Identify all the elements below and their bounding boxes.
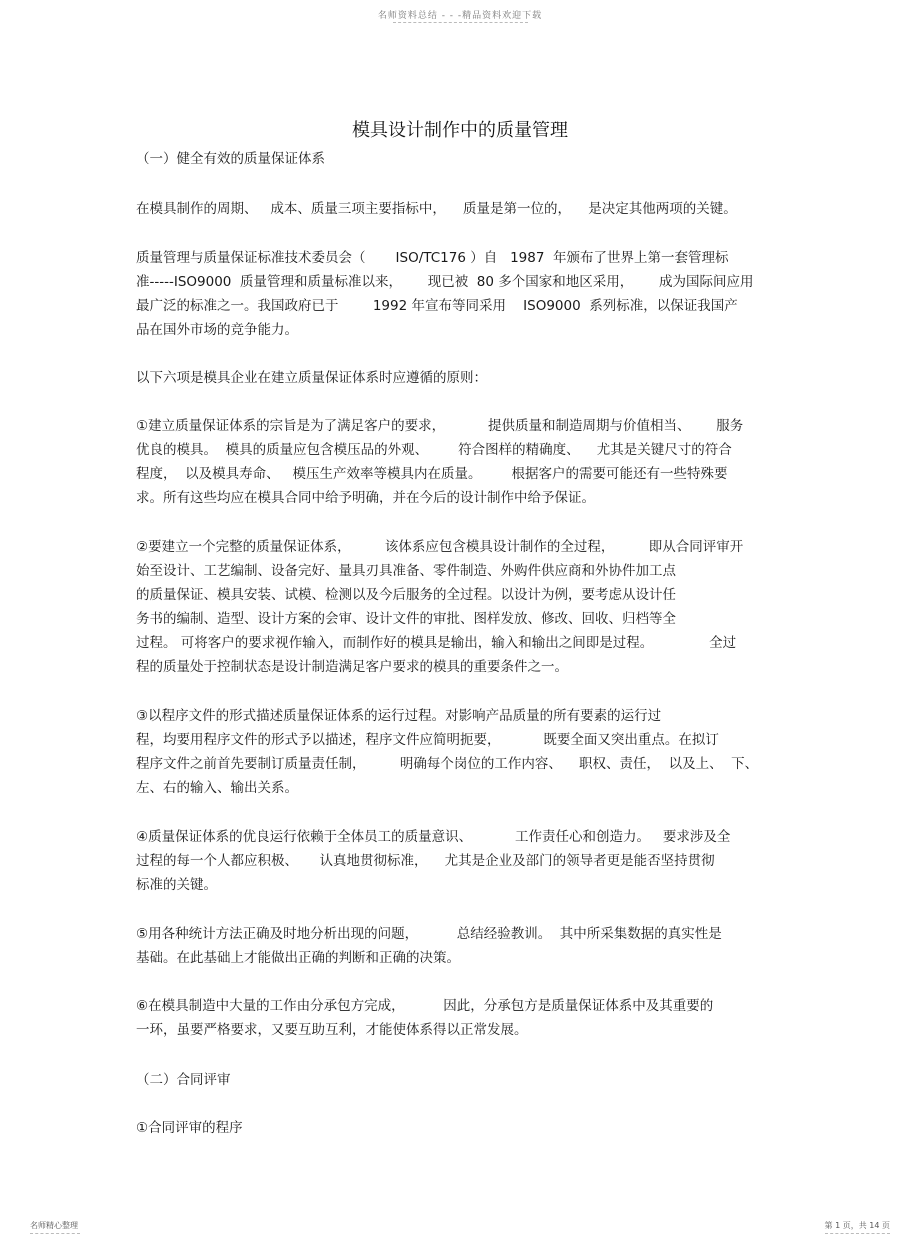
document-title: 模具设计制作中的质量管理	[352, 120, 568, 141]
section-heading-1: （一）健全有效的质量保证体系	[136, 151, 325, 167]
footer-left-note: 名师精心整理	[30, 1221, 78, 1230]
paragraph-line: 一环，虽要严格要求，又要互助互利，才能使体系得以正常发展。	[136, 1022, 528, 1038]
paragraph-line: ①建立质量保证体系的宗旨是为了满足客户的要求， 提供质量和制造周期与价值相当、 服务	[136, 418, 744, 434]
paragraph-line: 程序文件之前首先要制订质量责任制， 明确每个岗位的工作内容、 职权、责任， 以及上、 下、	[136, 756, 759, 772]
paragraph-line: 基础。在此基础上才能做出正确的判断和正确的决策。	[136, 950, 460, 966]
paragraph-line: 程的质量处于控制状态是设计制造满足客户要求的模具的重要条件之一。	[136, 659, 568, 675]
paragraph-line: 的质量保证、模具安装、试模、检测以及今后服务的全过程。以设计为例，要考虑从设计任	[136, 587, 676, 603]
subsection-heading: ①合同评审的程序	[136, 1120, 243, 1136]
page-number: 第 1 页，共 14 页	[824, 1221, 890, 1230]
section-heading-2: （二）合同评审	[136, 1072, 231, 1088]
paragraph-line: 始至设计、工艺编制、设备完好、量具刃具准备、零件制造、外购件供应商和外协件加工点	[136, 563, 676, 579]
paragraph-line: 品在国外市场的竞争能力。	[136, 322, 298, 338]
header-divider	[393, 22, 528, 23]
paragraph-line: ④质量保证体系的优良运行依赖于全体员工的质量意识、 工作责任心和创造力。 要求涉及全	[136, 829, 731, 845]
footer-right-divider	[825, 1233, 890, 1234]
paragraph-line: 准-----ISO9000 质量管理和质量标准以来， 现已被 80 多个国家和地区采用， 成为国际间应用	[136, 274, 754, 290]
paragraph-line: 程度， 以及模具寿命、 模压生产效率等模具内在质量。 根据客户的需要可能还有一些特殊要	[136, 466, 728, 482]
paragraph-line: ⑤用各种统计方法正确及时地分析出现的问题， 总结经验教训。 其中所采集数据的真实性是	[136, 926, 722, 942]
paragraph-line: 以下六项是模具企业在建立质量保证体系时应遵循的原则：	[136, 370, 487, 386]
paragraph-line: 程，均要用程序文件的形式予以描述，程序文件应简明扼要， 既要全面又突出重点。在拟订	[136, 732, 719, 748]
paragraph-line: 求。所有这些均应在模具合同中给予明确，并在今后的设计制作中给予保证。	[136, 490, 595, 506]
paragraph-line: ⑥在模具制造中大量的工作由分承包方完成， 因此，分承包方是质量保证体系中及其重要的	[136, 998, 714, 1014]
paragraph-line: 务书的编制、造型、设计方案的会审、设计文件的审批、图样发放、修改、回收、归档等全	[136, 611, 676, 627]
paragraph-line: 过程的每一个人都应积极、 认真地贯彻标准， 尤其是企业及部门的领导者更是能否坚持贯彻	[136, 853, 715, 869]
paragraph-line: 过程。 可将客户的要求视作输入，而制作好的模具是输出，输入和输出之间即是过程。 全过	[136, 635, 737, 651]
paragraph-line: 左、右的输入、输出关系。	[136, 780, 298, 796]
paragraph-line: 在模具制作的周期、 成本、质量三项主要指标中， 质量是第一位的， 是决定其他两项的关键。	[136, 201, 737, 217]
paragraph-line: 最广泛的标准之一。我国政府已于 1992 年宣布等同采用 ISO9000 系列标准，以保证我国产	[136, 298, 738, 314]
paragraph-line: 质量管理与质量保证标准技术委员会（ ISO/TC176 ）自 1987 年颁布了世界上第一套管理标	[136, 250, 729, 266]
paragraph-line: 标准的关键。	[136, 877, 217, 893]
header-note: 名师资料总结 - - -精品资料欢迎下载	[377, 11, 543, 21]
footer-left-divider	[30, 1233, 80, 1234]
paragraph-line: ③以程序文件的形式描述质量保证体系的运行过程。对影响产品质量的所有要素的运行过	[136, 708, 662, 724]
paragraph-line: 优良的模具。 模具的质量应包含模压品的外观、 符合图样的精确度、 尤其是关键尺寸的符合	[136, 442, 732, 458]
paragraph-line: ②要建立一个完整的质量保证体系， 该体系应包含模具设计制作的全过程， 即从合同评审开	[136, 539, 744, 555]
